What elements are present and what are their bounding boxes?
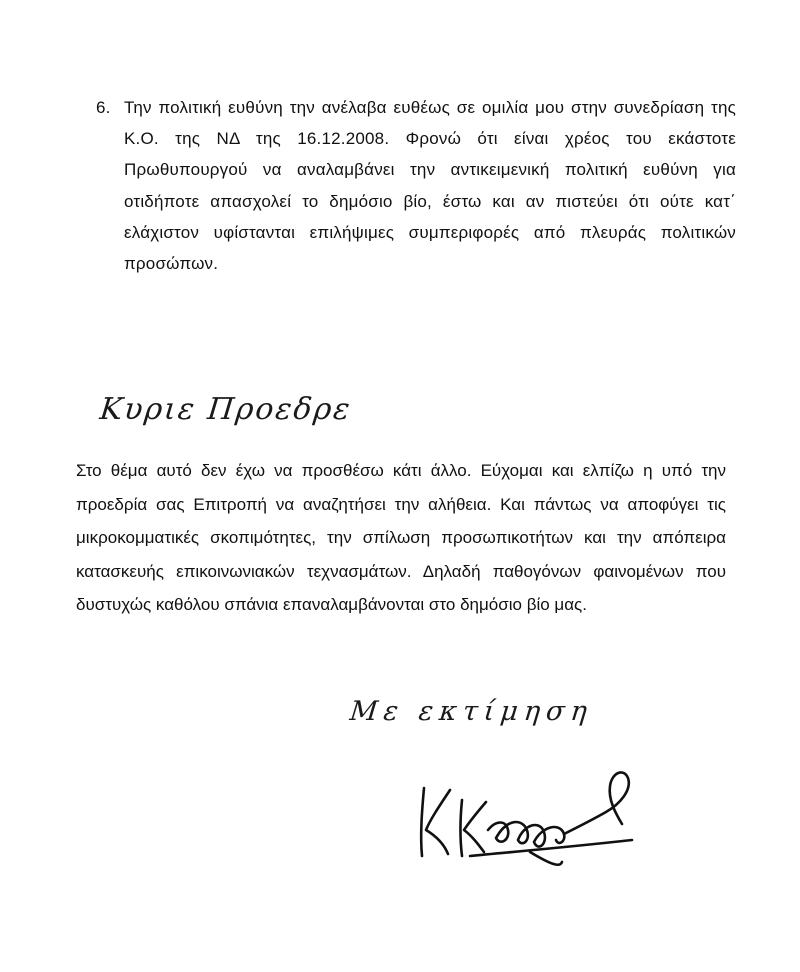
numbered-paragraph	[96, 92, 736, 279]
signature	[410, 760, 650, 870]
handwritten-closing: Με εκτίμηση	[348, 696, 595, 727]
handwritten-salutation: Κυριε Προεδρε	[98, 392, 354, 427]
paragraph-text: Την πολιτική ευθύνη την ανέλαβα ευθέως σε ομιλία μου στην συνεδρίαση της Κ.Ο. της ΝΔ της 16.12.2008. Φρονώ ότι είναι χρέος του εκάστοτε Πρωθυπουργού να αναλαμβάνει την αντικειμενική πολιτική ευθύνη για οτιδήποτε απασχολεί το δημόσιο βίο, έστω και αν πιστεύει ότι ούτε κατ΄ ελάχιστον υφίστανται επιλήψιμες συμπεριφορές από πλευράς πολιτικών προσώπων.	[124, 98, 736, 274]
paragraph-number: 6.	[96, 98, 111, 117]
body-paragraph: Στο θέμα αυτό δεν έχω να προσθέσω κάτι άλλο. Εύχομαι και ελπίζω η υπό την προεδρία σας Επιτροπή να αναζητήσει την αλήθεια. Και πάντως να αποφύγει τις μικροκομματικές σκοπιμότητες, την σπίλωση προσωπικοτήτων και την απόπειρα κατασκευής επικοινωνιακών τεχνασμάτων. Δηλαδή παθογόνων φαινομένων που δυστυχώς καθόλου σπάνια επαναλαμβάνονται στο δημόσιο βίο μας.	[76, 461, 726, 614]
